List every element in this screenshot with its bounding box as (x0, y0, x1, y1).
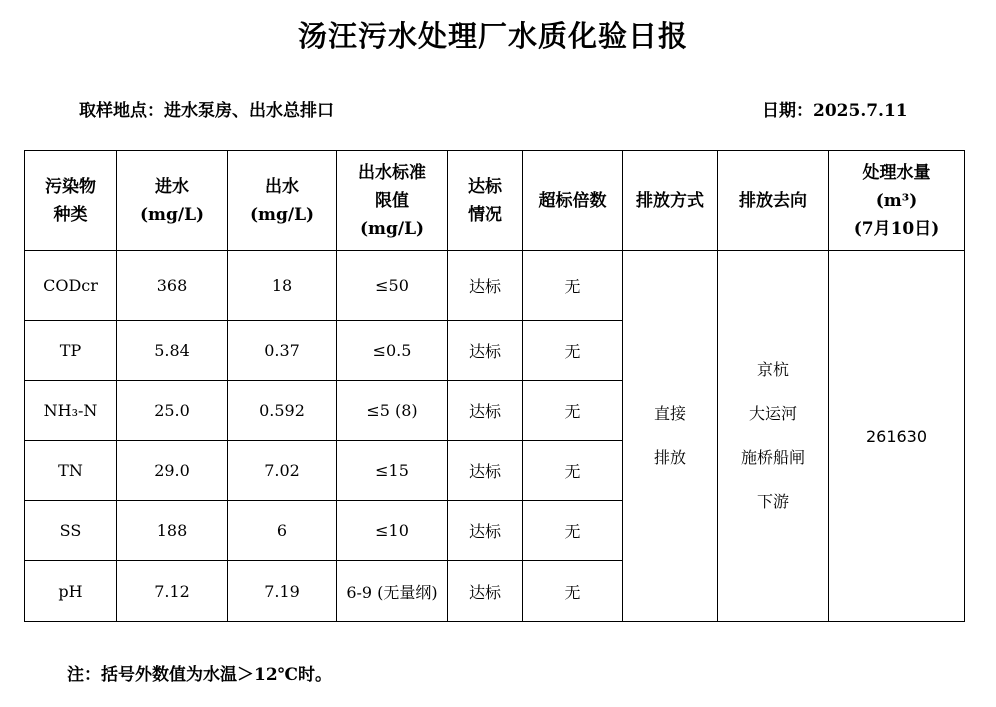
header-compliance (448, 151, 523, 251)
header-discharge-method: 排放方式 (623, 151, 718, 251)
header-text: (mg/L) (249, 204, 315, 225)
header-text: 种类 (53, 204, 88, 225)
exceed-value: 无 (523, 251, 623, 321)
status-value: 达标 (448, 441, 523, 501)
header-pollutant (25, 151, 117, 251)
inflow-value: 368 (117, 251, 228, 321)
discharge-method-cell (623, 251, 718, 622)
header-text: (7月10日) (853, 218, 940, 239)
outflow-value: 6 (228, 501, 337, 561)
outflow-value: 0.37 (228, 321, 337, 381)
inflow-value: 29.0 (117, 441, 228, 501)
water-quality-table (24, 150, 965, 622)
exceed-value: 无 (523, 321, 623, 381)
header-text: 进水 (155, 176, 189, 197)
pollutant-name: pH (25, 561, 117, 622)
status-value: 达标 (448, 381, 523, 441)
limit-value: ≤10 (337, 501, 448, 561)
outflow-value: 7.19 (228, 561, 337, 622)
table-row (25, 251, 965, 321)
pollutant-name: SS (25, 501, 117, 561)
status-value: 达标 (448, 561, 523, 622)
limit-value: ≤50 (337, 251, 448, 321)
inflow-value: 25.0 (117, 381, 228, 441)
treated-volume: 261630 (829, 251, 965, 622)
header-discharge-dest: 排放去向 (718, 151, 829, 251)
header-text: 污染物 (45, 176, 96, 197)
discharge-dest-text: 下游 (756, 492, 789, 511)
header-text: 处理水量 (862, 162, 931, 183)
inflow-value: 7.12 (117, 561, 228, 622)
status-value: 达标 (448, 251, 523, 321)
header-text: 出水 (265, 176, 299, 197)
header-exceed: 超标倍数 (523, 151, 623, 251)
exceed-value: 无 (523, 381, 623, 441)
exceed-value: 无 (523, 441, 623, 501)
footnote: 注：括号外数值为水温＞12℃时。 (67, 665, 333, 685)
header-text: 出水标准 (358, 162, 426, 183)
pollutant-name: TP (25, 321, 117, 381)
report-date: 日期：2025.7.11 (762, 101, 908, 121)
outflow-value: 7.02 (228, 441, 337, 501)
inflow-value: 5.84 (117, 321, 228, 381)
discharge-method-text: 排放 (653, 448, 686, 467)
pollutant-name: CODcr (25, 251, 117, 321)
discharge-dest-cell (718, 251, 829, 622)
status-value: 达标 (448, 501, 523, 561)
header-text: (mg/L) (359, 218, 425, 239)
exceed-value: 无 (523, 501, 623, 561)
inflow-value: 188 (117, 501, 228, 561)
discharge-method-text: 直接 (653, 404, 686, 423)
header-text: (mg/L) (139, 204, 205, 225)
header-outflow (228, 151, 337, 251)
header-volume (829, 151, 965, 251)
discharge-dest-text: 施桥船闸 (740, 448, 805, 467)
exceed-value: 无 (523, 561, 623, 622)
header-text: (m³) (875, 190, 918, 211)
header-text: 情况 (468, 204, 502, 225)
sampling-location: 取样地点：进水泵房、出水总排口 (79, 101, 334, 121)
discharge-dest-text: 京杭 (756, 360, 789, 379)
limit-value: ≤5 (8) (337, 381, 448, 441)
report-title: 汤汪污水处理厂水质化验日报 (297, 19, 688, 53)
status-value: 达标 (448, 321, 523, 381)
limit-value: 6-9 (无量纲) (337, 561, 448, 622)
outflow-value: 0.592 (228, 381, 337, 441)
outflow-value: 18 (228, 251, 337, 321)
header-text: 限值 (375, 190, 409, 211)
pollutant-name: NH₃-N (25, 381, 117, 441)
limit-value: ≤0.5 (337, 321, 448, 381)
header-text: 达标 (468, 176, 502, 197)
pollutant-name: TN (25, 441, 117, 501)
limit-value: ≤15 (337, 441, 448, 501)
header-row (25, 151, 965, 251)
header-limit (337, 151, 448, 251)
header-inflow (117, 151, 228, 251)
discharge-dest-text: 大运河 (748, 404, 797, 423)
